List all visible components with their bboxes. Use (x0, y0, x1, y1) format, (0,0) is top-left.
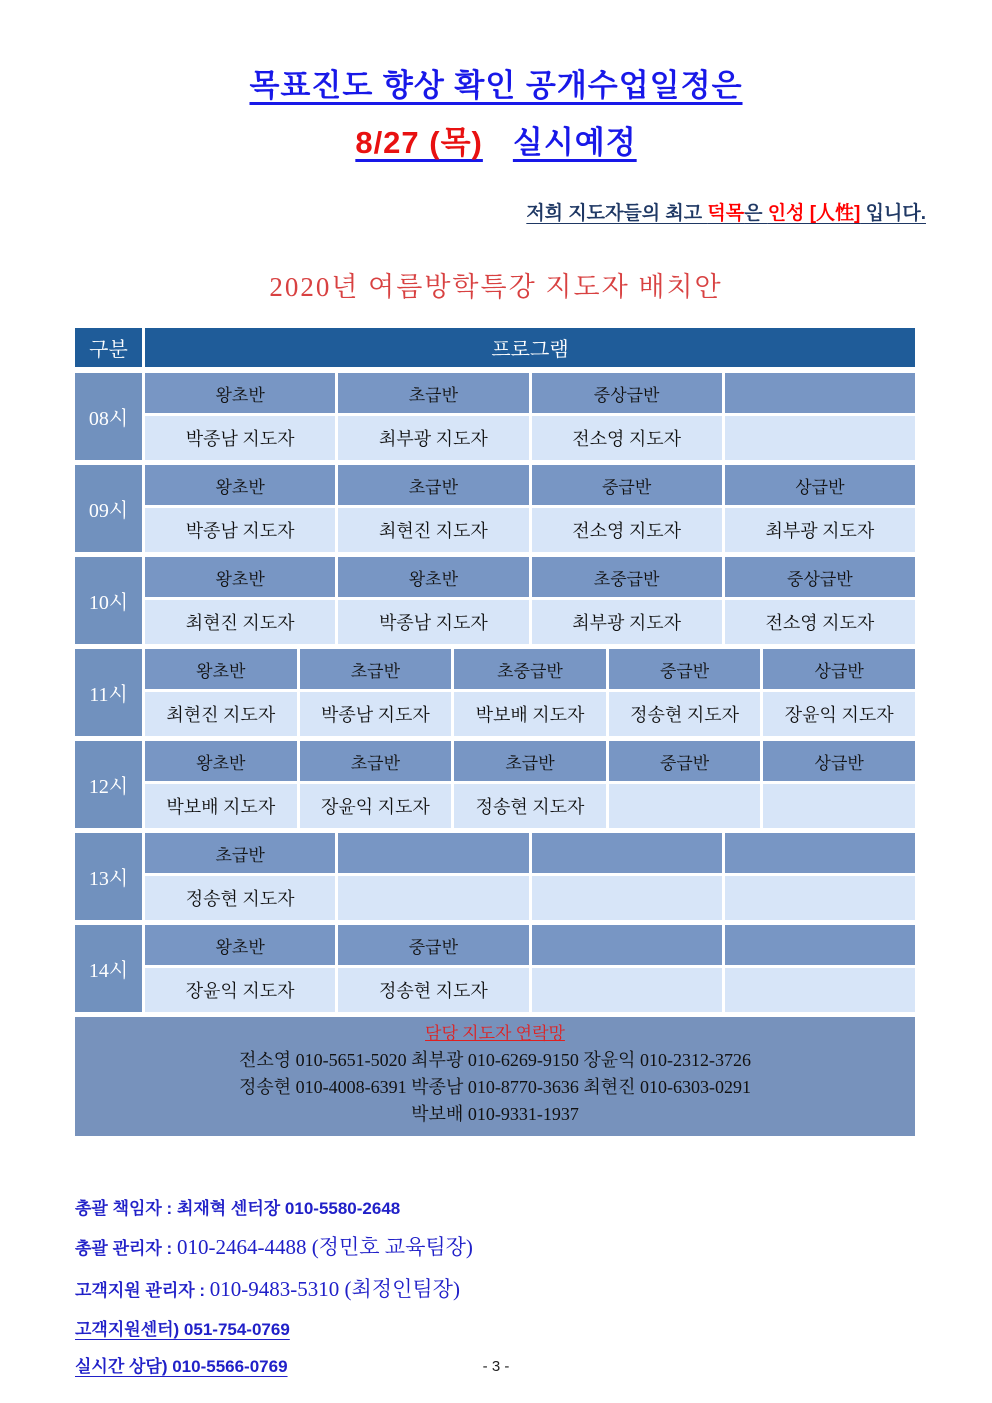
class-cell: 왕초반 (145, 465, 335, 505)
table-header-row (75, 328, 915, 367)
instructor-cell: 박종남 지도자 (300, 692, 452, 736)
class-cell: 중급반 (338, 925, 528, 965)
time-block-12시 (75, 741, 915, 828)
column-header-gubun: 구분 (75, 328, 142, 367)
instructor-cell: 최현진 지도자 (145, 692, 297, 736)
instructor-cell (725, 876, 915, 920)
instructor-cell: 정송현 지도자 (145, 876, 335, 920)
time-block-14시 (75, 925, 915, 1012)
instructor-cell: 최현진 지도자 (338, 508, 528, 552)
instructor-cell: 전소영 지도자 (532, 416, 722, 460)
class-cell: 초급반 (454, 741, 606, 781)
instructor-cell: 정송현 지도자 (338, 968, 528, 1012)
contact-footer-line: 전소영 010-5651-5020 최부광 010-6269-9150 장윤익 010-2312-3726 (239, 1050, 751, 1070)
instructor-cell (532, 968, 722, 1012)
class-cell: 초급반 (300, 649, 452, 689)
instructor-cell: 박종남 지도자 (145, 508, 335, 552)
class-cell (532, 833, 722, 873)
instructor-cell: 장윤익 지도자 (145, 968, 335, 1012)
contact-footer-title: 담당 지도자 연락망 (425, 1024, 565, 1043)
class-cell (532, 925, 722, 965)
main-title-line2-text (355, 125, 636, 160)
table-title: 2020년 여름방학특강 지도자 배치안 (269, 272, 723, 302)
instructor-cell (338, 876, 528, 920)
slogan-part: 저희 지도자들의 최고 (526, 203, 708, 224)
contact-line-general-director (75, 1194, 992, 1219)
class-cell: 초중급반 (454, 649, 606, 689)
instructor-cell: 장윤익 지도자 (763, 692, 915, 736)
contact-info (75, 1194, 992, 1377)
class-cell: 초중급반 (532, 557, 722, 597)
class-cell: 왕초반 (145, 925, 335, 965)
slogan (0, 198, 992, 225)
contact-line-general-manager (75, 1231, 992, 1261)
instructor-cell: 최부광 지도자 (338, 416, 528, 460)
class-cell: 상급반 (763, 649, 915, 689)
time-label: 14시 (75, 925, 142, 1012)
instructor-cell (725, 416, 915, 460)
class-cell: 초급반 (338, 373, 528, 413)
class-cell: 중상급반 (725, 557, 915, 597)
instructor-cell: 박종남 지도자 (145, 416, 335, 460)
class-cell: 중급반 (532, 465, 722, 505)
main-title-line1-text: 목표진도 향상 확인 공개수업일정은 (249, 68, 743, 103)
class-cell: 초급반 (145, 833, 335, 873)
slogan-text (526, 203, 926, 224)
class-cell: 초급반 (338, 465, 528, 505)
instructor-cell: 박보배 지도자 (454, 692, 606, 736)
class-cell: 중급반 (609, 649, 761, 689)
class-cell: 초급반 (300, 741, 452, 781)
contact-text: 010-9483-5310 (최정인팀장) (209, 1277, 460, 1301)
instructor-cell: 최부광 지도자 (532, 600, 722, 644)
contact-footer-line: 정송현 010-4008-6391 박종남 010-8770-3636 최현진 010-6303-0291 (239, 1077, 751, 1097)
instructor-cell: 최부광 지도자 (725, 508, 915, 552)
contact-text: 총괄 책임자 : 최재혁 센터장 010-5580-2648 (75, 1199, 401, 1218)
class-cell (725, 373, 915, 413)
time-label: 10시 (75, 557, 142, 644)
instructor-cell: 정송현 지도자 (454, 784, 606, 828)
class-cell: 왕초반 (145, 649, 297, 689)
slogan-part: 은 (744, 203, 768, 224)
class-cell: 중상급반 (532, 373, 722, 413)
instructor-cell: 최현진 지도자 (145, 600, 335, 644)
class-cell: 중급반 (609, 741, 761, 781)
title-status: 실시예정 (512, 125, 637, 160)
contact-text: 고객지원 관리자 : (75, 1281, 210, 1300)
page-number: - 3 - (482, 1358, 510, 1375)
time-label: 11시 (75, 649, 142, 736)
contact-line-support-manager (75, 1273, 992, 1303)
instructor-cell: 전소영 지도자 (725, 600, 915, 644)
instructor-cell: 박보배 지도자 (145, 784, 297, 828)
instructor-cell: 장윤익 지도자 (300, 784, 452, 828)
class-cell (338, 833, 528, 873)
contact-footer (75, 1017, 915, 1136)
contact-text: 010-2464-4488 (정민호 교육팀장) (176, 1235, 473, 1259)
slogan-part: 입니다. (860, 203, 926, 224)
time-block-08시 (75, 373, 915, 460)
time-block-13시 (75, 833, 915, 920)
instructor-cell: 정송현 지도자 (609, 692, 761, 736)
main-title-line1 (0, 0, 992, 105)
contact-text: 실시간 상담) 010-5566-0769 (75, 1357, 288, 1376)
schedule-table (75, 328, 915, 1136)
class-cell: 왕초반 (145, 741, 297, 781)
class-cell: 왕초반 (145, 373, 335, 413)
title-date: 8/27 (목) (355, 125, 483, 160)
time-label: 09시 (75, 465, 142, 552)
time-blocks (75, 373, 915, 1012)
time-label: 08시 (75, 373, 142, 460)
time-label: 12시 (75, 741, 142, 828)
instructor-cell (763, 784, 915, 828)
contact-text: 총괄 관리자 : (75, 1239, 177, 1258)
class-cell: 왕초반 (338, 557, 528, 597)
class-cell: 상급반 (725, 465, 915, 505)
class-cell: 상급반 (763, 741, 915, 781)
instructor-cell (609, 784, 761, 828)
class-cell (725, 833, 915, 873)
instructor-cell (725, 968, 915, 1012)
time-block-11시 (75, 649, 915, 736)
instructor-cell (532, 876, 722, 920)
contact-footer-line: 박보배 010-9331-1937 (411, 1104, 579, 1124)
contact-text: 고객지원센터) 051-754-0769 (75, 1320, 290, 1339)
instructor-cell: 전소영 지도자 (532, 508, 722, 552)
slogan-part-red: 덕목 (707, 203, 745, 224)
class-cell: 왕초반 (145, 557, 335, 597)
time-block-10시 (75, 557, 915, 644)
time-label: 13시 (75, 833, 142, 920)
column-header-program: 프로그램 (145, 328, 915, 367)
time-block-09시 (75, 465, 915, 552)
contact-line-support-center (75, 1315, 992, 1340)
main-title-line2 (0, 117, 992, 162)
class-cell (725, 925, 915, 965)
instructor-cell: 박종남 지도자 (338, 600, 528, 644)
slogan-part-red: 인성 [人性] (767, 203, 861, 224)
